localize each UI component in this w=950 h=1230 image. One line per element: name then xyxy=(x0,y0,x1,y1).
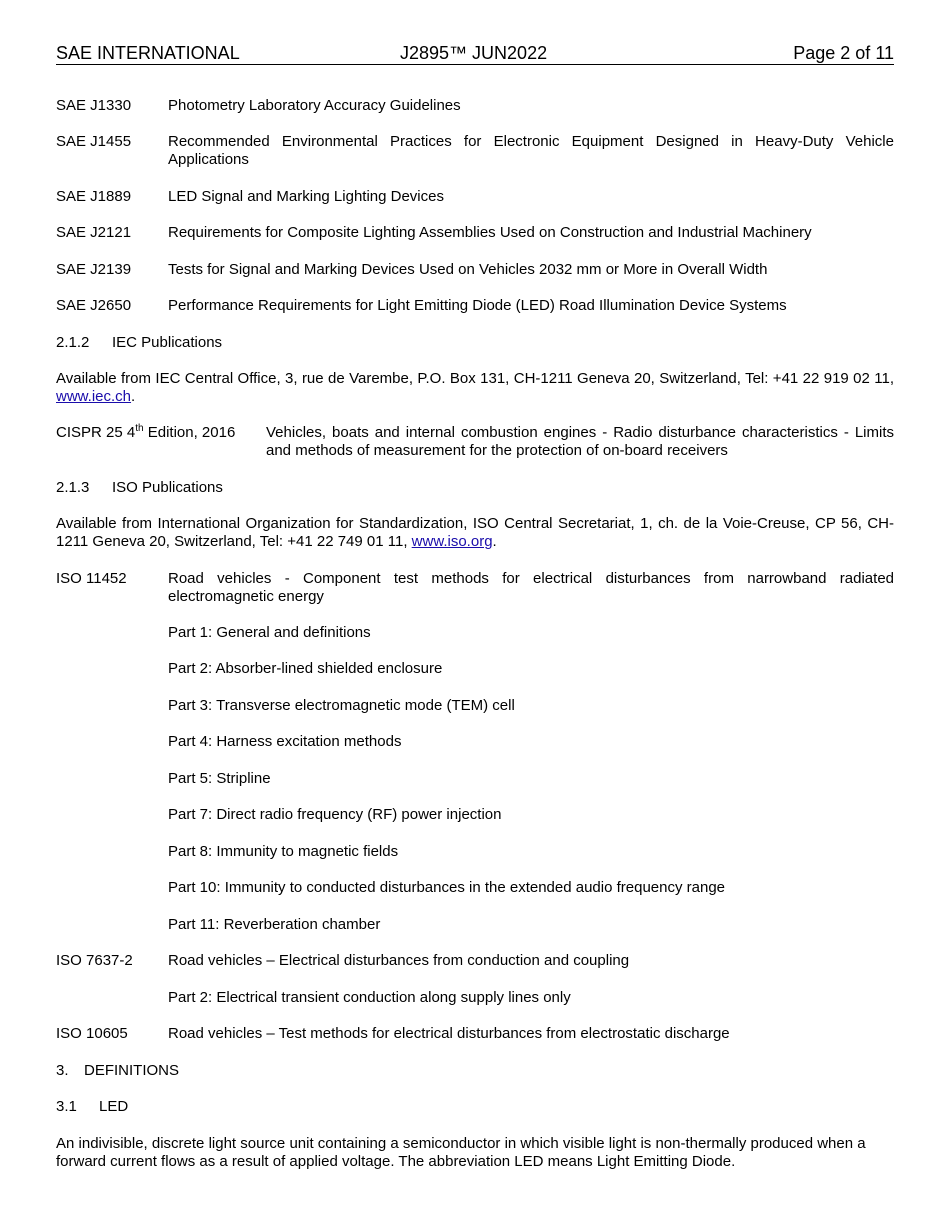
reference-item xyxy=(56,570,894,606)
section-heading-definitions xyxy=(56,1062,894,1080)
header-page-number: Page 2 of 11 xyxy=(793,43,894,63)
section-number: 2.1.3 xyxy=(56,479,90,496)
reference-part: Part 10: Immunity to conducted disturbances in the extended audio frequency range xyxy=(168,879,726,896)
section-number: 3. xyxy=(56,1062,69,1079)
reference-part: Part 2: Absorber-lined shielded enclosure xyxy=(168,660,443,677)
reference-id: SAE J2650 xyxy=(56,297,132,314)
reference-id: SAE J1330 xyxy=(56,97,132,114)
reference-item xyxy=(56,133,894,169)
section-number: 2.1.2 xyxy=(56,334,90,351)
punctuation: . xyxy=(492,533,497,550)
reference-title: Road vehicles - Component test methods for electrical disturbances from narrowband radiated electromagnetic energy xyxy=(168,570,894,605)
section-heading-iec xyxy=(56,334,894,352)
availability-text: Available from IEC Central Office, 3, rue de Varembe, P.O. Box 131, CH-1211 Geneva 20, Switzerland, Tel: +41 22 919 02 11, xyxy=(56,370,894,387)
reference-id: SAE J1455 xyxy=(56,133,132,150)
availability-text: Available from International Organization for Standardization, ISO Central Secretariat, 1, ch. de la Voie-Creuse, CP 56, CH-1211 Geneva 20, Switzerland, Tel: +41 22 749 01 11, xyxy=(56,515,894,550)
section-title: DEFINITIONS xyxy=(84,1062,180,1079)
section-heading-iso xyxy=(56,479,894,497)
reference-id: ISO 11452 xyxy=(56,570,127,587)
reference-part: Part 2: Electrical transient conduction along supply lines only xyxy=(168,989,571,1006)
reference-id xyxy=(56,424,266,442)
reference-title: Road vehicles – Test methods for electrical disturbances from electrostatic discharge xyxy=(168,1025,730,1042)
cispr-id-prefix: CISPR 25 4 xyxy=(56,424,136,441)
iec-availability xyxy=(56,370,894,406)
section-title: ISO Publications xyxy=(112,479,223,496)
ordinal-suffix: th xyxy=(135,423,144,434)
section-heading-led xyxy=(56,1098,894,1116)
reference-item xyxy=(56,188,894,206)
iso-website-link[interactable]: www.iso.org xyxy=(411,533,493,550)
reference-item xyxy=(56,97,894,115)
punctuation: . xyxy=(131,388,136,405)
header-org: SAE INTERNATIONAL xyxy=(56,43,240,63)
reference-id: SAE J2121 xyxy=(56,224,132,241)
section-title: IEC Publications xyxy=(112,334,223,351)
reference-part: Part 1: General and definitions xyxy=(168,624,371,641)
reference-item xyxy=(56,297,894,315)
reference-part: Part 8: Immunity to magnetic fields xyxy=(168,843,399,860)
page-header xyxy=(56,43,894,65)
reference-title: Photometry Laboratory Accuracy Guidelines xyxy=(168,97,461,114)
reference-title: Requirements for Composite Lighting Assemblies Used on Construction and Industrial Machinery xyxy=(168,224,812,241)
reference-id: ISO 10605 xyxy=(56,1025,128,1042)
reference-title: LED Signal and Marking Lighting Devices xyxy=(168,188,444,205)
reference-part: Part 11: Reverberation chamber xyxy=(168,916,381,933)
cispr-id-suffix: Edition, 2016 xyxy=(143,424,236,441)
reference-title: Vehicles, boats and internal combustion engines - Radio disturbance characteristics - Limits and methods of measurement for the protection of on-board receivers xyxy=(266,424,894,459)
reference-item xyxy=(56,1025,894,1043)
iec-website-link[interactable]: www.iec.ch xyxy=(56,388,132,405)
reference-part: Part 7: Direct radio frequency (RF) power injection xyxy=(168,806,502,823)
iso-availability xyxy=(56,515,894,551)
reference-item xyxy=(56,424,894,460)
reference-title: Tests for Signal and Marking Devices Used on Vehicles 2032 mm or More in Overall Width xyxy=(168,261,768,278)
reference-id: ISO 7637-2 xyxy=(56,952,133,969)
reference-item xyxy=(56,224,894,242)
reference-part: Part 5: Stripline xyxy=(168,770,271,787)
reference-part: Part 3: Transverse electromagnetic mode (TEM) cell xyxy=(168,697,515,714)
led-definition-text: An indivisible, discrete light source unit containing a semiconductor in which visible light is non-thermally produced when a forward current flows as a result of applied voltage. The abbreviation LED means Light Emitting Diode. xyxy=(56,1135,866,1170)
reference-title: Performance Requirements for Light Emitting Diode (LED) Road Illumination Device Systems xyxy=(168,297,787,314)
reference-title: Recommended Environmental Practices for Electronic Equipment Designed in Heavy-Duty Vehicle Applications xyxy=(168,133,894,168)
section-title: LED xyxy=(99,1098,129,1115)
reference-item xyxy=(56,261,894,279)
section-number: 3.1 xyxy=(56,1098,77,1115)
reference-item xyxy=(56,952,894,970)
reference-title: Road vehicles – Electrical disturbances from conduction and coupling xyxy=(168,952,630,969)
reference-id: SAE J2139 xyxy=(56,261,132,278)
reference-id: SAE J1889 xyxy=(56,188,132,205)
header-doc-id: J2895™ JUN2022 xyxy=(400,43,548,63)
reference-part: Part 4: Harness excitation methods xyxy=(168,733,402,750)
